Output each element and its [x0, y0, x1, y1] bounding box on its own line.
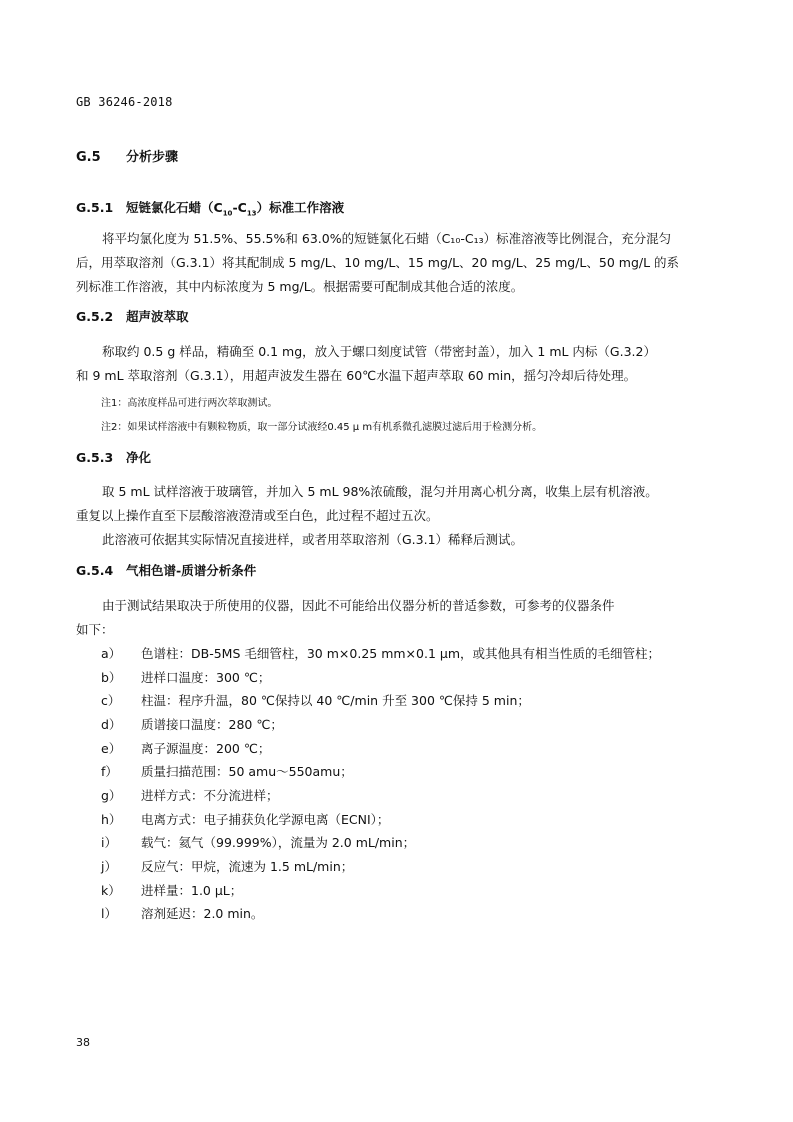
list-item [101, 712, 721, 736]
list-item [101, 759, 721, 783]
subsection-title: 净化 [126, 450, 152, 465]
subsection-title-post: ）标准工作溶液 [256, 200, 345, 215]
subscript-13: 13 [246, 209, 257, 218]
paragraph-line: 重复以上操作直至下层酸溶液澄清或至白色，此过程不超过五次。 [76, 508, 439, 523]
subsection-heading-g54 [76, 561, 256, 579]
list-text: 离子源温度：200 ℃； [141, 740, 271, 756]
list-text: 电离方式：电子捕获负化学源电离（ECNI）； [141, 811, 390, 827]
subsection-number: G.5.3 [76, 450, 114, 465]
list-marker: k） [101, 882, 121, 898]
list-text: 色谱柱：DB-5MS 毛细管柱，30 m×0.25 mm×0.1 μm，或其他具有相当性质的毛细管柱； [141, 645, 661, 661]
paragraph-line: 如下： [76, 622, 114, 637]
list-marker: i） [101, 835, 117, 851]
page-number: 38 [76, 1036, 90, 1049]
list-text: 质谱接口温度：280 ℃； [141, 716, 283, 732]
list-item [101, 665, 721, 689]
section-title: 分析步骤 [126, 150, 179, 165]
subsection-number: G.5.1 [76, 200, 114, 215]
list-item [101, 807, 721, 831]
list-marker: g） [101, 787, 122, 803]
list-text: 质量扫描范围：50 amu～550amu； [141, 764, 353, 780]
subsection-heading-g51 [76, 198, 344, 218]
subsection-heading-g53 [76, 448, 151, 466]
note-1: 注1：高浓度样品可进行两次萃取测试。 [101, 398, 278, 409]
list-item [101, 831, 721, 855]
paragraph-line: 将平均氯化度为 51.5%、55.5%和 63.0%的短链氯化石蜡（C₁₀-C₁₃）标准溶液等比例混合，充分混匀 [102, 231, 672, 246]
paragraph-g53 [76, 480, 716, 552]
section-heading [76, 146, 178, 165]
list-item [101, 783, 721, 807]
list-marker: f） [101, 764, 118, 780]
list-text: 反应气：甲烷，流速为 1.5 mL/min； [141, 859, 354, 875]
paragraph-line: 后，用萃取溶剂（G.3.1）将其配制成 5 mg/L、10 mg/L、15 mg/L、20 mg/L、25 mg/L、50 mg/L 的系 [76, 255, 680, 270]
paragraph-line: 和 9 mL 萃取溶剂（G.3.1），用超声波发生器在 60℃水温下超声萃取 60 min，摇匀冷却后待处理。 [76, 368, 637, 383]
paragraph-line: 由于测试结果取决于所使用的仪器，因此不可能给出仪器分析的普适参数，可参考的仪器条件 [102, 598, 615, 613]
list-marker: c） [101, 693, 121, 709]
list-item [101, 688, 721, 712]
list-item [101, 854, 721, 878]
subsection-title-pre: 短链氯化石蜡（C [126, 200, 223, 215]
subsection-heading-g52 [76, 307, 189, 325]
paragraph-line: 此溶液可依据其实际情况直接进样，或者用萃取溶剂（G.3.1）稀释后测试。 [102, 532, 524, 547]
list-item [101, 736, 721, 760]
section-number: G.5 [76, 150, 101, 165]
paragraph-line: 称取约 0.5 g 样品，精确至 0.1 mg，放入于螺口刻度试管（带密封盖），加入 1 mL 内标（G.3.2） [102, 344, 656, 359]
list-text: 载气：氦气（99.999%），流量为 2.0 mL/min； [141, 835, 416, 851]
paragraph-g54 [76, 594, 716, 642]
paragraph-line: 取 5 mL 试样溶液于玻璃管，并加入 5 mL 98%浓硫酸，混匀并用离心机分离，收集上层有机溶液。 [102, 484, 658, 499]
list-marker: a） [101, 645, 122, 661]
list-text: 溶剂延迟：2.0 min。 [141, 906, 264, 922]
list-marker: d） [101, 716, 122, 732]
list-item [101, 902, 721, 926]
subsection-title-mid: -C [232, 200, 247, 215]
list-text: 柱温：程序升温，80 ℃保持以 40 ℃/min 升至 300 ℃保持 5 min； [141, 693, 530, 709]
instrument-conditions-list [101, 641, 721, 925]
list-marker: h） [101, 811, 122, 827]
list-marker: j） [101, 859, 117, 875]
subsection-number: G.5.4 [76, 563, 114, 578]
list-marker: l） [101, 906, 117, 922]
list-marker: b） [101, 669, 122, 685]
list-text: 进样口温度：300 ℃； [141, 669, 271, 685]
list-text: 进样量：1.0 μL； [141, 882, 243, 898]
paragraph-line: 列标准工作溶液，其中内标浓度为 5 mg/L。根据需要可配制成其他合适的浓度。 [76, 279, 524, 294]
note-2: 注2：如果试样溶液中有颗粒物质，取一部分试液经0.45 μ m有机系微孔滤膜过滤后用于检测分析。 [101, 422, 543, 433]
paragraph-g52 [76, 340, 716, 388]
list-marker: e） [101, 740, 122, 756]
list-item [101, 878, 721, 902]
subsection-title: 超声波萃取 [126, 309, 189, 324]
subsection-number: G.5.2 [76, 309, 114, 324]
subscript-10: 10 [222, 209, 233, 218]
paragraph-g51 [76, 227, 716, 299]
subsection-title: 气相色谱-质谱分析条件 [126, 563, 257, 578]
standard-number: GB 36246-2018 [76, 95, 173, 109]
list-text: 进样方式：不分流进样； [141, 787, 279, 803]
list-item [101, 641, 721, 665]
